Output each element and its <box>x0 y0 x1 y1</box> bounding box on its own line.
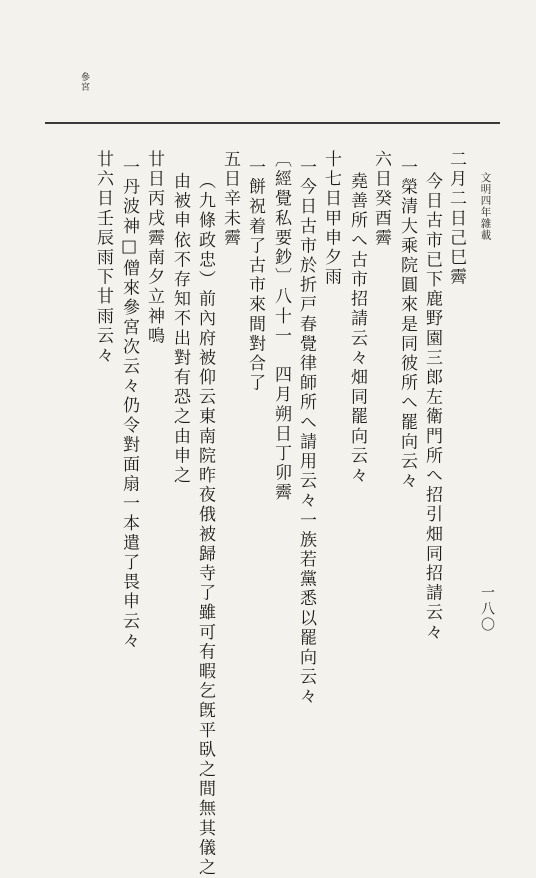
entry-date-line: 五日辛未霽 <box>220 150 240 248</box>
entry-item-line: 一餅祝着了古市來間對合了 <box>245 158 265 394</box>
entry-date-line: 廿日丙戌霽南夕立神鳴 <box>144 150 164 346</box>
entry-item-line: 一丹波神□僧來參宮次云々仍令對面扇一本遣了畏申云々 <box>119 158 139 651</box>
margin-note: 參宮 <box>79 72 89 92</box>
entry-text-line: 堯善所へ古市招請云々畑同罷向云々 <box>347 172 367 486</box>
running-title: 文明四年雜載 <box>479 172 492 241</box>
entry-text-line: 今日古市已下鹿野園三郎左衛門所へ招引畑同招請云々 <box>422 172 442 643</box>
entry-item-line: 一今日古市於折戸春覺律師所へ請用云々一族若黨悉以罷向云々 <box>296 158 316 707</box>
entry-date-line: 十七日甲申夕雨 <box>321 150 341 288</box>
entry-date-line: 二月二日己巳霽 <box>446 150 466 288</box>
entry-date-line: 六日癸酉霽 <box>371 150 391 248</box>
entry-date-line: 廿六日壬辰雨下甘雨云々 <box>93 150 113 366</box>
source-citation-line: 〔經覺私要鈔〕八十一 四月朔日丁卯霽 <box>271 150 291 503</box>
header-rule <box>45 122 500 124</box>
entry-text-line: （九條政忠）前內府被仰云東南院昨夜俄被歸寺了雖可有暇乞旣平臥之間無其儀之 <box>195 172 215 878</box>
entry-text-line: 由被申依不存知不出對有恐之由申之 <box>170 172 190 486</box>
page-number: 一八〇 <box>479 585 495 633</box>
entry-item-line: 一榮清大乘院圓來是同彼所へ罷向云々 <box>397 158 417 492</box>
